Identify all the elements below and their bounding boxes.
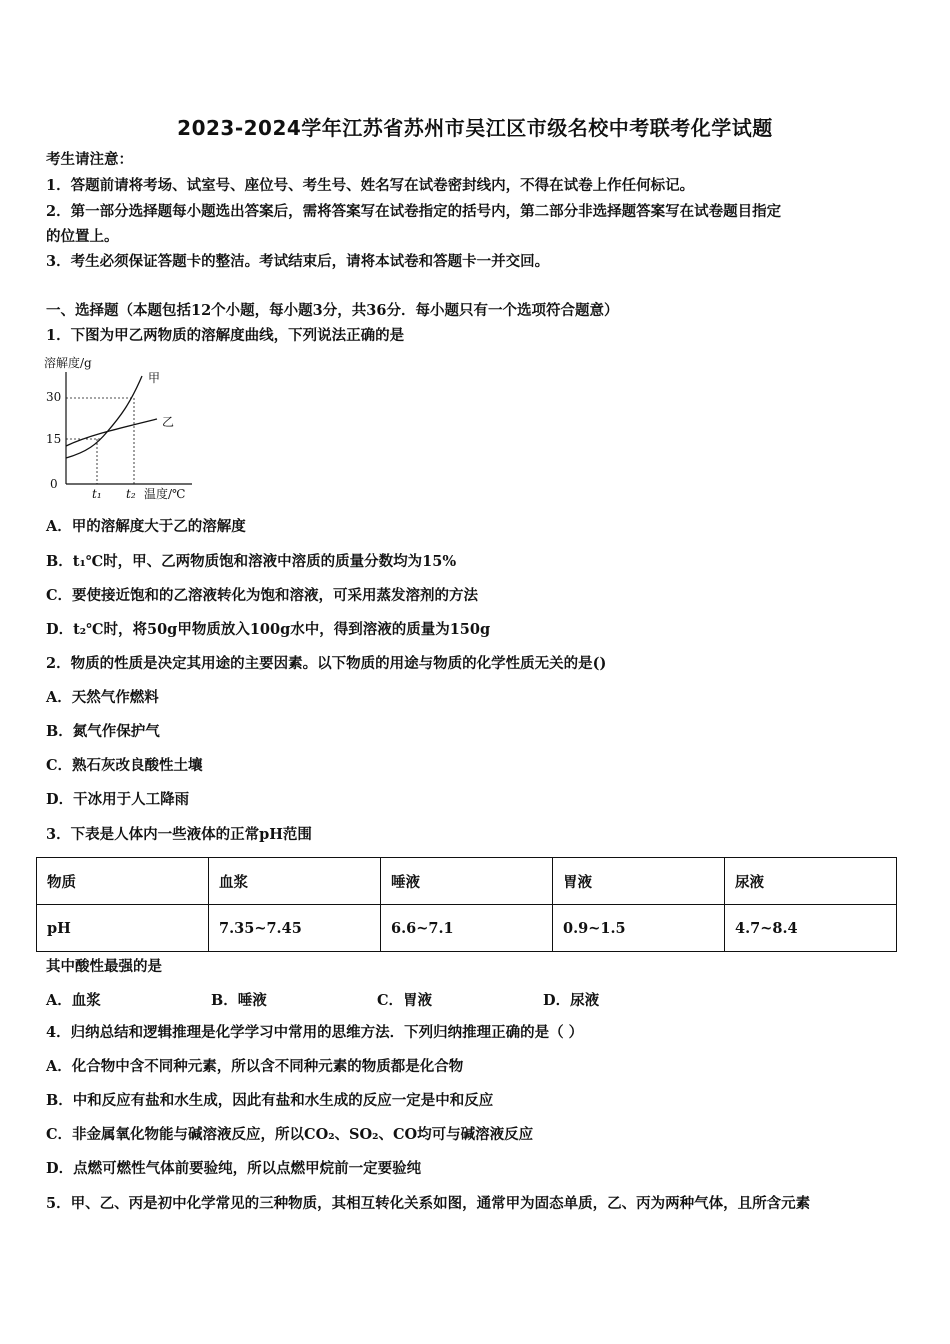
notice-header: 考生请注意： bbox=[46, 151, 133, 168]
q1-option-c: C．要使接近饱和的乙溶液转化为饱和溶液，可采用蒸发溶剂的方法 bbox=[46, 587, 479, 604]
ph-table bbox=[36, 857, 897, 952]
q3-option-a: A．血浆 bbox=[46, 992, 101, 1009]
series-jia-label: 甲 bbox=[148, 371, 161, 385]
q3-option-b: B．唾液 bbox=[211, 992, 267, 1009]
series-jia-line bbox=[66, 376, 142, 458]
q4-option-b: B．中和反应有盐和水生成，因此有盐和水生成的反应一定是中和反应 bbox=[46, 1092, 494, 1109]
q3-option-c: C．胃液 bbox=[377, 992, 433, 1009]
chart-xlabel: 温度/℃ bbox=[144, 487, 186, 501]
q2-option-b: B．氮气作保护气 bbox=[46, 723, 160, 740]
q4-option-d: D．点燃可燃性气体前要验纯，所以点燃甲烷前一定要验纯 bbox=[46, 1160, 422, 1177]
q5-stem: 5．甲、乙、丙是初中化学常见的三种物质，其相互转化关系如图，通常甲为固态单质，乙、丙为两种气体，且所含元素 bbox=[46, 1195, 811, 1212]
q1-stem: 1．下图为甲乙两物质的溶解度曲线，下列说法正确的是 bbox=[46, 327, 405, 344]
notice-item-1: 1．答题前请将考场、试室号、座位号、考生号、姓名写在试卷密封线内，不得在试卷上作任何标记。 bbox=[46, 177, 695, 194]
table-cell: 6.6~7.1 bbox=[381, 905, 553, 952]
q2-option-a: A．天然气作燃料 bbox=[46, 689, 159, 706]
series-yi-line bbox=[66, 419, 157, 446]
q1-option-d: D．t₂℃时，将50g甲物质放入100g水中，得到溶液的质量为150g bbox=[46, 621, 491, 638]
table-cell: 尿液 bbox=[725, 858, 897, 905]
solubility-chart bbox=[42, 352, 202, 504]
q3-follow: 其中酸性最强的是 bbox=[46, 958, 162, 975]
q3-stem: 3．下表是人体内一些液体的正常pH范围 bbox=[46, 826, 312, 843]
q1-option-b: B．t₁℃时，甲、乙两物质饱和溶液中溶质的质量分数均为15% bbox=[46, 553, 457, 570]
y-tick-30: 30 bbox=[46, 390, 62, 404]
table-cell: 4.7~8.4 bbox=[725, 905, 897, 952]
notice-item-3: 3．考生必须保证答题卡的整洁。考试结束后，请将本试卷和答题卡一并交回。 bbox=[46, 253, 550, 270]
q3-option-d: D．尿液 bbox=[543, 992, 600, 1009]
table-row bbox=[37, 858, 897, 905]
y-tick-15: 15 bbox=[46, 432, 62, 446]
table-cell: 7.35~7.45 bbox=[209, 905, 381, 952]
q4-stem: 4．归纳总结和逻辑推理是化学学习中常用的思维方法．下列归纳推理正确的是（ ） bbox=[46, 1024, 584, 1041]
page-title: 2023-2024学年江苏省苏州市吴江区市级名校中考联考化学试题 bbox=[177, 116, 773, 140]
q4-option-c: C．非金属氧化物能与碱溶液反应，所以CO₂、SO₂、CO均可与碱溶液反应 bbox=[46, 1126, 534, 1143]
x-tick-t2: t₂ bbox=[126, 487, 136, 501]
table-row bbox=[37, 905, 897, 952]
table-cell: pH bbox=[37, 905, 209, 952]
table-cell: 血浆 bbox=[209, 858, 381, 905]
table-cell: 唾液 bbox=[381, 858, 553, 905]
notice-item-2-cont: 的位置上。 bbox=[46, 228, 119, 245]
table-cell: 0.9~1.5 bbox=[553, 905, 725, 952]
section-heading: 一、选择题（本题包括12个小题，每小题3分，共36分．每小题只有一个选项符合题意） bbox=[46, 302, 619, 319]
table-cell: 胃液 bbox=[553, 858, 725, 905]
q4-option-a: A．化合物中含不同种元素，所以含不同种元素的物质都是化合物 bbox=[46, 1058, 464, 1075]
q2-stem: 2．物质的性质是决定其用途的主要因素。以下物质的用途与物质的化学性质无关的是() bbox=[46, 655, 607, 672]
q2-option-d: D．干冰用于人工降雨 bbox=[46, 791, 190, 808]
table-cell: 物质 bbox=[37, 858, 209, 905]
chart-ylabel: 溶解度/g bbox=[44, 356, 92, 370]
y-tick-0: 0 bbox=[50, 477, 58, 491]
notice-item-2: 2．第一部分选择题每小题选出答案后，需将答案写在试卷指定的括号内，第二部分非选择题答案写在试卷题目指定 bbox=[46, 203, 782, 220]
q1-option-a: A．甲的溶解度大于乙的溶解度 bbox=[46, 518, 246, 535]
series-yi-label: 乙 bbox=[162, 415, 175, 429]
x-tick-t1: t₁ bbox=[92, 487, 102, 501]
q2-option-c: C．熟石灰改良酸性土壤 bbox=[46, 757, 203, 774]
